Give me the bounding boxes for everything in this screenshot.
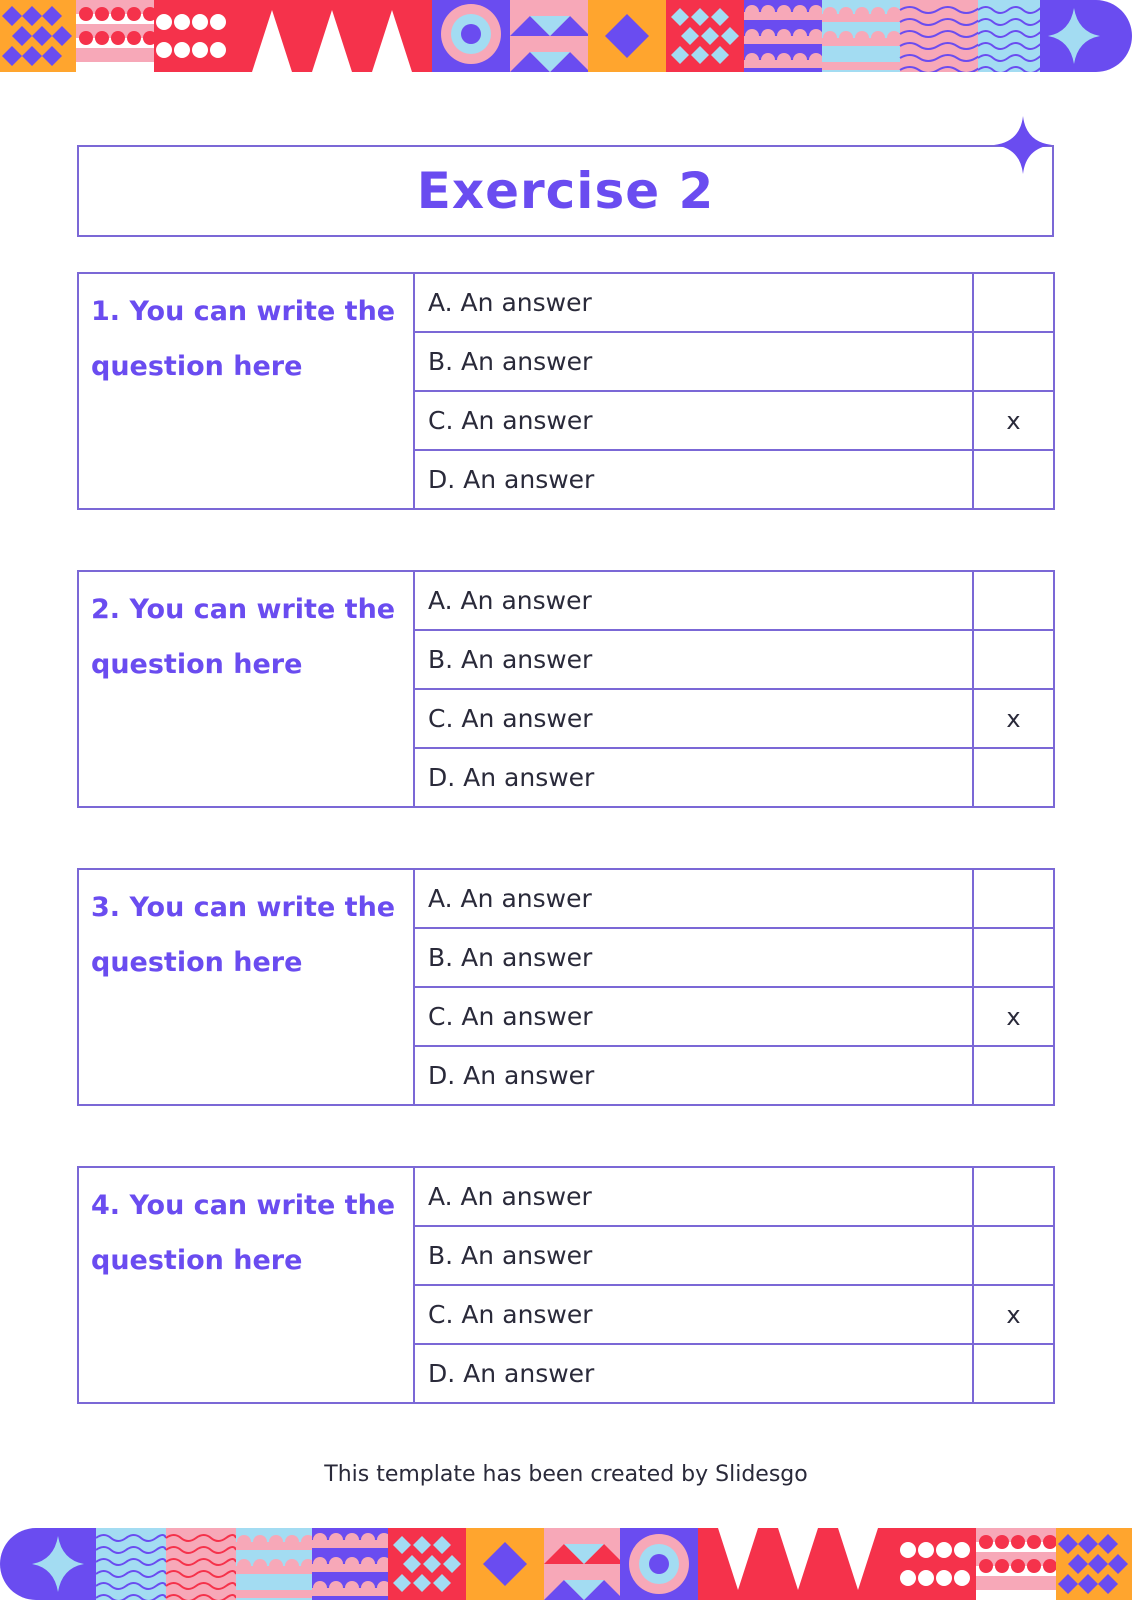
answer-row[interactable]: [415, 392, 1053, 451]
answer-row[interactable]: [415, 572, 1053, 631]
answer-label: C. An answer: [415, 392, 974, 449]
answer-checkbox[interactable]: [974, 1168, 1053, 1225]
top-decorative-band: [0, 0, 1132, 72]
answer-checkbox[interactable]: [974, 870, 1053, 927]
question-text: 1. You can write the question here: [79, 274, 415, 508]
title-box: [77, 145, 1054, 237]
answer-list: [415, 274, 1053, 508]
answer-checkbox[interactable]: x: [1006, 406, 1021, 435]
answer-row[interactable]: [415, 631, 1053, 690]
question-text: 2. You can write the question here: [79, 572, 415, 806]
answer-row[interactable]: [415, 690, 1053, 749]
answer-label: D. An answer: [415, 451, 974, 508]
answer-list: [415, 870, 1053, 1104]
answer-label: C. An answer: [415, 690, 974, 747]
answer-label: C. An answer: [415, 988, 974, 1045]
answer-label: B. An answer: [415, 1227, 974, 1284]
answer-label: A. An answer: [415, 1168, 974, 1225]
answer-label: A. An answer: [415, 274, 974, 331]
footer-credit: This template has been created by Slidesgo: [324, 1462, 808, 1487]
question-block-4: [77, 1166, 1055, 1404]
bottom-decorative-band: [0, 1528, 1132, 1600]
answer-label: B. An answer: [415, 333, 974, 390]
answer-row[interactable]: [415, 451, 1053, 508]
answer-row[interactable]: [415, 333, 1053, 392]
answer-row[interactable]: [415, 1345, 1053, 1402]
answer-checkbox[interactable]: [974, 451, 1053, 508]
answer-label: B. An answer: [415, 929, 974, 986]
answer-row[interactable]: [415, 1286, 1053, 1345]
answer-checkbox[interactable]: x: [1006, 1002, 1021, 1031]
question-block-1: [77, 272, 1055, 510]
question-text: 3. You can write the question here: [79, 870, 415, 1104]
question-text: 4. You can write the question here: [79, 1168, 415, 1402]
answer-checkbox[interactable]: [974, 572, 1053, 629]
answer-row[interactable]: [415, 929, 1053, 988]
page-title: Exercise 2: [416, 162, 715, 220]
answer-row[interactable]: [415, 749, 1053, 806]
answer-checkbox[interactable]: [974, 631, 1053, 688]
answer-checkbox[interactable]: [974, 333, 1053, 390]
answer-row[interactable]: [415, 1047, 1053, 1104]
answer-label: D. An answer: [415, 1345, 974, 1402]
answer-list: [415, 572, 1053, 806]
answer-row[interactable]: [415, 274, 1053, 333]
answer-checkbox[interactable]: [974, 274, 1053, 331]
answer-row[interactable]: [415, 870, 1053, 929]
answer-label: B. An answer: [415, 631, 974, 688]
answer-label: D. An answer: [415, 1047, 974, 1104]
answer-list: [415, 1168, 1053, 1402]
answer-row[interactable]: [415, 1227, 1053, 1286]
answer-row[interactable]: [415, 988, 1053, 1047]
question-block-3: [77, 868, 1055, 1106]
answer-checkbox[interactable]: [974, 929, 1053, 986]
answer-label: A. An answer: [415, 870, 974, 927]
answer-label: D. An answer: [415, 749, 974, 806]
answer-label: C. An answer: [415, 1286, 974, 1343]
answer-checkbox[interactable]: x: [1006, 1300, 1021, 1329]
sparkle-icon: [994, 116, 1052, 174]
answer-row[interactable]: [415, 1168, 1053, 1227]
answer-checkbox[interactable]: [974, 1047, 1053, 1104]
answer-checkbox[interactable]: x: [1006, 704, 1021, 733]
question-block-2: [77, 570, 1055, 808]
answer-checkbox[interactable]: [974, 1227, 1053, 1284]
answer-checkbox[interactable]: [974, 749, 1053, 806]
answer-checkbox[interactable]: [974, 1345, 1053, 1402]
answer-label: A. An answer: [415, 572, 974, 629]
